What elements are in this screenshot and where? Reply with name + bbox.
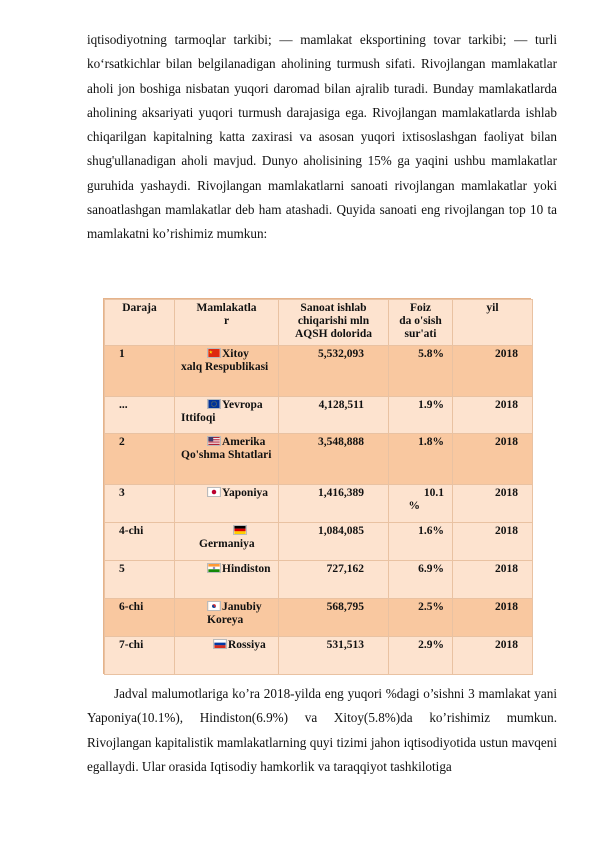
japan-flag-icon: [207, 487, 221, 497]
cell-country: Yevropa Ittifoqi: [175, 397, 279, 434]
cell-country: Germaniya: [175, 523, 279, 561]
cell-country: Amerika Qo'shma Shtatlari: [175, 434, 279, 485]
cell-growth: 6.9%: [389, 561, 453, 599]
cell-growth: 1.9%: [389, 397, 453, 434]
header-country: Mamlakatla r: [175, 300, 279, 346]
paragraph-top: iqtisodiyotning tarmoqlar tarkibi; — mamlakat eksportining tovar tarkibi; — turli ko‘rsatkichlar bilan belgilanadigan aholining turmush sifati. Rivojlangan mamlakatlar aholi jon boshiga nisbatan yuqori daromad bilan ajralib turadi. Bunday mamlakatlarda aholining aksariyati yuqori turmush darajasiga ega. Rivojlangan mamlakatlarda ishlab chiqarilgan kapitalning katta zaxirasi va asosan yuqori ixtisoslashgan faoliyat bilan shug'ullanadigan aholi mavjud. Dunyo aholisining 15% ga yaqini ushbu mamlakatlar guruhida yashaydi. Rivojlangan mamlakatlarni sanoati rivojlangan mamlakatlar yoki sanoatlashgan mamlakatlar deb ham atashadi. Quyida sanoati eng rivojlangan top 10 ta mamlakatni ko’rishimiz mumkun:: [87, 32, 557, 242]
cell-country: Janubiy Koreya: [175, 599, 279, 637]
eu-flag-icon: [207, 399, 221, 409]
cell-rank: 4-chi: [105, 523, 175, 561]
table-row: [105, 397, 533, 434]
cell-value: 531,513: [279, 637, 389, 675]
cell-country: Xitoy xalq Respublikasi: [175, 346, 279, 397]
cell-year: 2018: [453, 637, 533, 675]
cell-year: 2018: [453, 397, 533, 434]
cell-growth: 1.6%: [389, 523, 453, 561]
cell-value: 1,416,389: [279, 485, 389, 523]
table-row: [105, 346, 533, 397]
cell-rank: 2: [105, 434, 175, 485]
south-korea-flag-icon: [207, 601, 221, 611]
cell-value: 5,532,093: [279, 346, 389, 397]
cell-country: Yaponiya: [175, 485, 279, 523]
cell-growth: 5.8%: [389, 346, 453, 397]
cell-value: 1,084,085: [279, 523, 389, 561]
cell-rank: ...: [105, 397, 175, 434]
header-rank: Daraja: [105, 300, 175, 346]
paragraph-bottom: Jadval malumotlariga ko’ra 2018-yilda eng yuqori %dagi o’sishni 3 mamlakat yani Yaponiya(10.1%), Hindiston(6.9%) va Xitoy(5.8%)da ko’rishimiz mumkun. Rivojlangan kapitalistik mamlakatlarning quyi tizimi jahon iqtisodiyotida ustun mavqeni egallaydi. Ular orasida Iqtisodiy hamkorlik va taraqqiyot tashkilotiga: [87, 686, 557, 774]
india-flag-icon: [207, 563, 221, 573]
cell-rank: 1: [105, 346, 175, 397]
cell-rank: 3: [105, 485, 175, 523]
cell-rank: 7-chi: [105, 637, 175, 675]
germany-flag-icon: [233, 525, 247, 535]
header-year: yil: [453, 300, 533, 346]
cell-year: 2018: [453, 434, 533, 485]
cell-rank: 5: [105, 561, 175, 599]
cell-growth: 2.5%: [389, 599, 453, 637]
cell-year: 2018: [453, 485, 533, 523]
table-row: [105, 485, 533, 523]
russia-flag-icon: [213, 639, 227, 649]
cell-year: 2018: [453, 599, 533, 637]
cell-value: 3,548,888: [279, 434, 389, 485]
table-row: [105, 434, 533, 485]
cell-year: 2018: [453, 346, 533, 397]
cell-country: Rossiya: [175, 637, 279, 675]
table-row: [105, 637, 533, 675]
china-flag-icon: [207, 348, 221, 358]
cell-growth: 2.9%: [389, 637, 453, 675]
cell-rank: 6-chi: [105, 599, 175, 637]
table-row: [105, 599, 533, 637]
industry-table: [103, 298, 531, 674]
header-value: Sanoat ishlab chiqarishi mln AQSH dolorida: [279, 300, 389, 346]
cell-growth: 10.1 %: [389, 485, 453, 523]
cell-value: 568,795: [279, 599, 389, 637]
cell-country: Hindiston: [175, 561, 279, 599]
table-row: [105, 561, 533, 599]
cell-growth: 1.8%: [389, 434, 453, 485]
industry-table-grid: [104, 299, 533, 675]
table-header-row: [105, 300, 533, 346]
table-row: [105, 523, 533, 561]
cell-year: 2018: [453, 561, 533, 599]
cell-year: 2018: [453, 523, 533, 561]
cell-value: 727,162: [279, 561, 389, 599]
usa-flag-icon: [207, 436, 221, 446]
cell-value: 4,128,511: [279, 397, 389, 434]
header-growth: Foiz da o'sish sur'ati: [389, 300, 453, 346]
